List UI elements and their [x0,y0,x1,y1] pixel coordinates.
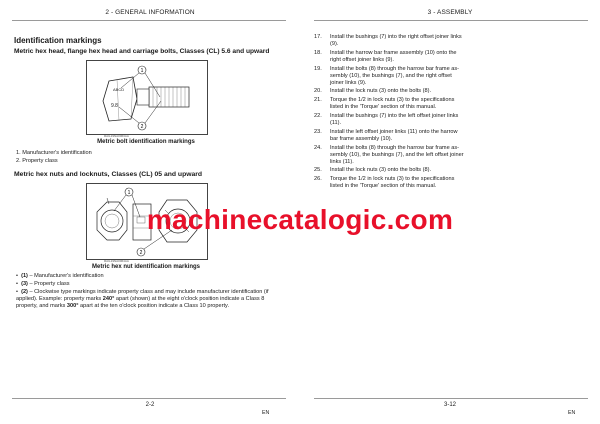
step-20-text: Install the lock nuts (3) onto the bolts (8). [330,88,432,94]
nut-bullet-1: • (1) – Manufacturer's identification [16,273,104,279]
right-page-number: 3-12 [443,402,456,408]
nut-figure-caption: Metric hex nut identification markings [91,264,201,270]
left-header-rule [12,20,286,21]
step-21-number: 21. [314,97,322,103]
step-17-number: 17. [314,34,322,40]
step-18-text: Install the harrow bar frame assembly (10) onto the right offset joiner links (9). [330,50,457,63]
step-21-text: Torque the 1/2 in lock nuts (3) to the specifications listed in the 'Torque' section of this manual. [330,97,455,110]
nut-bullet-3: • (3) – Property class [16,281,70,287]
left-page-header: 2 - GENERAL INFORMATION [105,9,195,16]
nut-bullet-2: • (2) – Clockwise type markings indicate property class and may include manufacturer identification (if applied). Example: property marks 240° apart (shown) at the eight o'clock position indicate a Class 8 property, and marks 300° apart at the ten o'clock position indicate a Class 10 property. [16,289,269,309]
right-footer-rule [314,398,588,399]
left-footer-rule [12,398,286,399]
bolt-illustration [87,61,207,134]
step-24-text: Install the bolts (8) through the harrow bar frame as- sembly (10), the bushings (7), and the left offset joiner links (11). [330,145,464,165]
bolt-callout-2-label: 2 [140,124,144,130]
bolt-figure-caption: Metric bolt identification markings [97,139,195,145]
right-page-header: 3 - ASSEMBLY [427,9,473,16]
bolt-legend-1: 1. Manufacturer's identification [16,150,92,156]
bolt-callout-1-label: 1 [140,68,144,74]
left-page-number: 2-2 [145,402,155,408]
step-22-number: 22. [314,113,322,119]
step-25-text: Install the lock nuts (3) onto the bolts (8). [330,167,432,173]
left-lang-tag: EN [262,410,270,416]
section-title: Identification markings [14,36,102,45]
step-26-text: Torque the 1/2 in lock nuts (3) to the specifications listed in the 'Torque' section of this manual. [330,176,455,189]
nut-callout-2-label: 2 [139,250,143,256]
right-lang-tag: EN [568,410,576,416]
step-20-number: 20. [314,88,322,94]
bolt-mark-class: 9.8 [111,103,118,109]
nut-callout-1-label: 1 [127,190,131,196]
step-26-number: 26. [314,176,322,182]
nuts-heading: Metric hex nuts and locknuts, Classes (CL) 05 and upward [14,171,203,178]
watermark: machinecatalogic.com [146,204,454,235]
bolt-mark-manufacturer: ABCD [113,87,125,92]
bolt-legend-2: 2. Property class [16,158,58,164]
step-19-text: Install the bolts (8) through the harrow bar frame as- sembly (10), the bushings (7), and the right offset joiner links (9). [330,66,460,86]
bolts-heading: Metric hex head, flange hex head and carriage bolts, Classes (CL) 5.6 and upward [14,48,270,55]
step-23-number: 23. [314,129,322,135]
step-18-number: 18. [314,50,322,56]
step-17-text: Install the bushings (7) into the right offset joiner links (9). [330,34,462,47]
step-24-number: 24. [314,145,322,151]
nut-figure-id: RAIL19NA0064AA [104,259,129,263]
right-header-rule [314,20,588,21]
step-22-text: Install the bushings (7) into the left offset joiner links (11). [330,113,459,126]
step-19-number: 19. [314,66,322,72]
bolt-figure-id: RAIL19NA0063AA [104,134,129,138]
step-23-text: Install the left offset joiner links (11) onto the harrow bar frame assembly (10). [330,129,458,142]
bolt-figure [86,60,208,135]
step-25-number: 25. [314,167,322,173]
